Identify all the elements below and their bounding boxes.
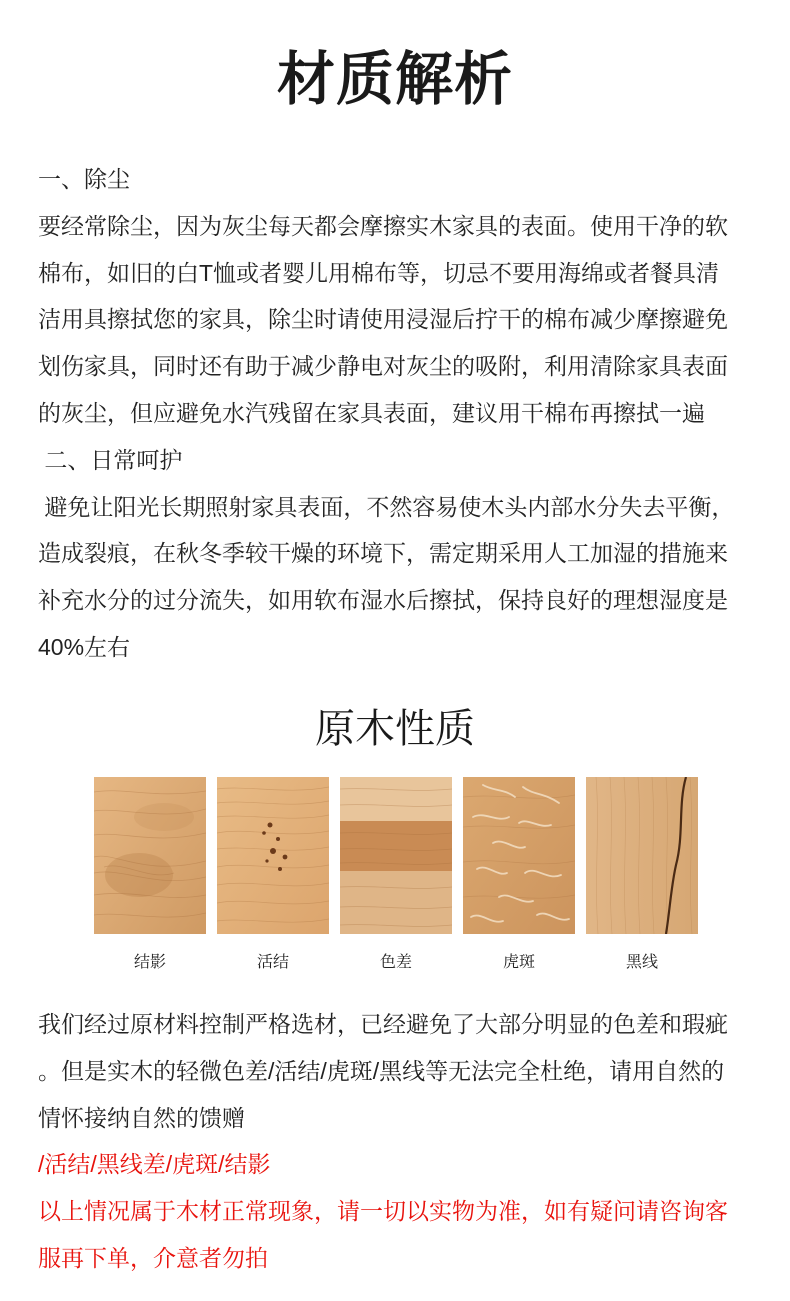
swatch-label: 色差 — [379, 954, 412, 971]
knot-shadow-wood-image — [94, 777, 206, 934]
wood-swatch-row — [94, 777, 698, 974]
natural-wood-note — [38, 1001, 768, 1282]
wood-swatch-live-knot — [217, 777, 329, 974]
care-line: 避免让阳光长期照射家具表面，不然容易使木头内部水分失去平衡， — [38, 493, 735, 520]
swatch-label: 活结 — [256, 954, 289, 971]
live-knot-wood-image — [217, 777, 329, 934]
wood-swatch-black-line — [586, 777, 698, 974]
care-line: 补充水分的过分流失，如用软布湿水后擦拭，保持良好的理想湿度是 — [38, 587, 728, 614]
care-heading-dust: 一、除尘 — [38, 166, 130, 192]
care-instructions — [38, 156, 768, 671]
note-line: 我们经过原材料控制严格选材，已经避免了大部分明显的色差和瑕疵 — [38, 1011, 728, 1037]
care-line: 划伤家具，同时还有助于减少静电对灰尘的吸附，利用清除家具表面 — [38, 353, 728, 380]
care-heading-daily: 二、日常呵护 — [38, 446, 183, 473]
warning-line: /活结/黑线差/虎斑/结影 — [38, 1151, 271, 1178]
warning-line: 以上情况属于木材正常现象，请一切以实物为准，如有疑问请咨询客 — [38, 1198, 728, 1225]
tiger-stripe-wood-image — [463, 777, 575, 934]
swatch-label: 黑线 — [625, 954, 658, 971]
wood-swatch-tiger-stripe — [463, 777, 575, 974]
care-line: 要经常除尘，因为灰尘每天都会摩擦实木家具的表面。使用干净的软 — [38, 212, 728, 239]
color-difference-wood-image — [340, 777, 452, 934]
care-line: 洁用具擦拭您的家具，除尘时请使用浸湿后拧干的棉布减少摩擦避免 — [38, 306, 728, 333]
swatch-label: 虎斑 — [502, 954, 535, 971]
black-line-wood-image — [586, 777, 698, 934]
note-line: 。但是实木的轻微色差/活结/虎斑/黑线等无法完全杜绝，请用自然的 — [38, 1057, 725, 1084]
wood-swatch-knot-shadow — [94, 777, 206, 974]
page-title: 材质解析 — [276, 47, 513, 112]
care-line: 的灰尘，但应避免水汽残留在家具表面，建议用干棉布再擦拭一遍 — [38, 399, 705, 426]
care-line: 造成裂痕，在秋冬季较干燥的环境下，需定期采用人工加湿的措施来 — [38, 540, 728, 567]
note-line: 情怀接纳自然的馈赠 — [38, 1104, 245, 1131]
care-line: 棉布，如旧的白T恤或者婴儿用棉布等，切忌不要用海绵或者餐具清 — [38, 259, 720, 286]
wood-swatch-color-difference — [340, 777, 452, 974]
care-line: 40%左右 — [38, 633, 131, 660]
warning-line: 服再下单，介意者勿拍 — [38, 1244, 268, 1271]
wood-properties-title: 原木性质 — [315, 707, 475, 751]
swatch-label: 结影 — [133, 954, 166, 971]
